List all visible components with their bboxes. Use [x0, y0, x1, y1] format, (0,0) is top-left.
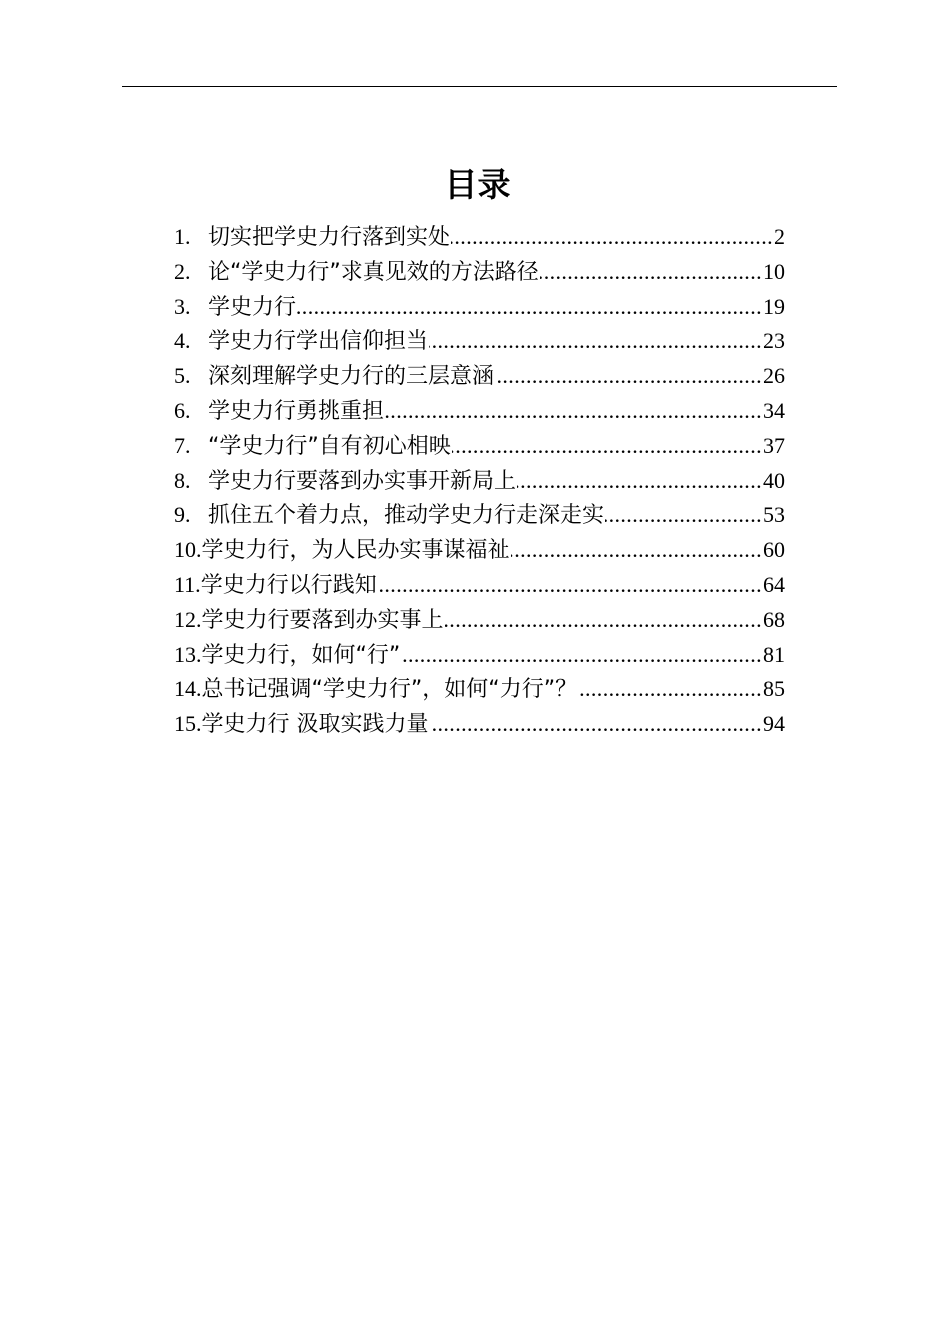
- toc-dot-leader: [517, 464, 762, 499]
- toc-dot-leader: [451, 220, 773, 255]
- toc-entry-title: 总书记强调“学史力行”，如何“力行”？: [201, 677, 578, 703]
- toc-entry-page: 34: [763, 397, 785, 423]
- toc-entry-number: 12.: [174, 606, 202, 632]
- toc-entry-title: 论“学史力行”求真见效的方法路径: [208, 259, 539, 285]
- toc-dot-leader: [445, 603, 762, 638]
- toc-entry-number: 6.: [174, 397, 191, 423]
- toc-entry-title: 学史力行: [208, 294, 297, 320]
- toc-entry-number: 10.: [174, 537, 202, 563]
- toc-entry-15[interactable]: [174, 707, 785, 742]
- toc-dot-leader: [429, 324, 762, 359]
- toc-dot-leader: [297, 290, 762, 325]
- toc-entry-title: “学史力行”自有初心相映: [208, 433, 451, 459]
- toc-entry-number: 13.: [174, 641, 202, 667]
- toc-dot-leader: [540, 255, 762, 290]
- toc-dot-leader: [605, 498, 762, 533]
- toc-entry-12[interactable]: [174, 603, 785, 638]
- toc-entry-14[interactable]: [174, 672, 785, 707]
- toc-entry-1[interactable]: [174, 220, 785, 255]
- toc-entry-title: 深刻理解学史力行的三层意涵: [208, 364, 495, 390]
- toc-entry-title: 学史力行学出信仰担当: [208, 329, 429, 355]
- toc-entry-title: 学史力行以行践知: [200, 572, 377, 598]
- toc-entry-page: 2: [774, 224, 785, 249]
- toc-entry-title: 学史力行，为人民办实事谋福祉: [201, 538, 510, 564]
- toc-entry-6[interactable]: [174, 394, 785, 429]
- toc-entry-9[interactable]: [174, 498, 785, 533]
- toc-entry-page: 60: [763, 537, 785, 563]
- toc-entry-number: 2.: [174, 258, 191, 284]
- toc-entry-10[interactable]: [174, 533, 785, 568]
- toc-entry-3[interactable]: [174, 290, 785, 325]
- toc-entry-number: 15.: [174, 711, 202, 737]
- toc-entry-8[interactable]: [174, 464, 785, 499]
- toc-entry-11[interactable]: [174, 568, 785, 603]
- toc-entry-number: 14.: [174, 676, 202, 702]
- toc-dot-leader: [385, 394, 762, 429]
- toc-entry-page: 64: [763, 571, 785, 597]
- toc-entry-page: 37: [763, 432, 785, 458]
- toc-entry-page: 81: [763, 641, 785, 667]
- toc-dot-leader: [495, 359, 762, 394]
- toc-entry-page: 40: [763, 467, 785, 493]
- toc-entry-5[interactable]: [174, 359, 785, 394]
- toc-entry-number: 9.: [174, 502, 191, 528]
- toc-entry-number: 5.: [174, 363, 191, 389]
- toc-entry-title: 学史力行要落到办实事开新局上: [208, 468, 517, 494]
- toc-dot-leader: [452, 429, 762, 464]
- toc-dot-leader: [401, 638, 762, 673]
- toc-entry-13[interactable]: [174, 638, 785, 673]
- toc-entry-page: 85: [763, 676, 785, 702]
- toc-dot-leader: [430, 707, 763, 742]
- toc-entry-page: 19: [763, 293, 785, 319]
- toc-dot-leader: [578, 672, 762, 707]
- toc-entry-4[interactable]: [174, 324, 785, 359]
- toc-entry-page: 53: [763, 502, 785, 528]
- toc-entry-page: 68: [763, 606, 785, 632]
- toc-entry-page: 23: [763, 328, 785, 354]
- toc-entry-page: 94: [763, 711, 785, 737]
- toc-entry-number: 1.: [174, 224, 191, 249]
- toc-list: [174, 220, 785, 742]
- toc-entry-number: 8.: [174, 467, 191, 493]
- toc-entry-number: 11.: [174, 571, 201, 597]
- toc-dot-leader: [378, 568, 762, 603]
- toc-title: 目录: [444, 165, 511, 204]
- toc-entry-page: 10: [763, 258, 785, 284]
- toc-entry-number: 3.: [174, 293, 191, 319]
- toc-entry-2[interactable]: [174, 255, 785, 290]
- toc-entry-number: 4.: [174, 328, 191, 354]
- toc-entry-7[interactable]: [174, 429, 785, 464]
- toc-entry-title: 抓住五个着力点，推动学史力行走深走实: [208, 503, 605, 529]
- header-rule: [122, 86, 837, 87]
- toc-entry-title: 学史力行勇挑重担: [208, 398, 385, 424]
- toc-entry-page: 26: [763, 363, 785, 389]
- toc-dot-leader: [511, 533, 762, 568]
- toc-entry-title: 学史力行要落到办实事上: [201, 607, 444, 633]
- toc-entry-title: 学史力行 汲取实践力量: [201, 712, 429, 738]
- toc-entry-title: 学史力行，如何“行”: [201, 642, 401, 668]
- toc-entry-title: 切实把学史力行落到实处: [208, 225, 451, 250]
- toc-entry-number: 7.: [174, 432, 191, 458]
